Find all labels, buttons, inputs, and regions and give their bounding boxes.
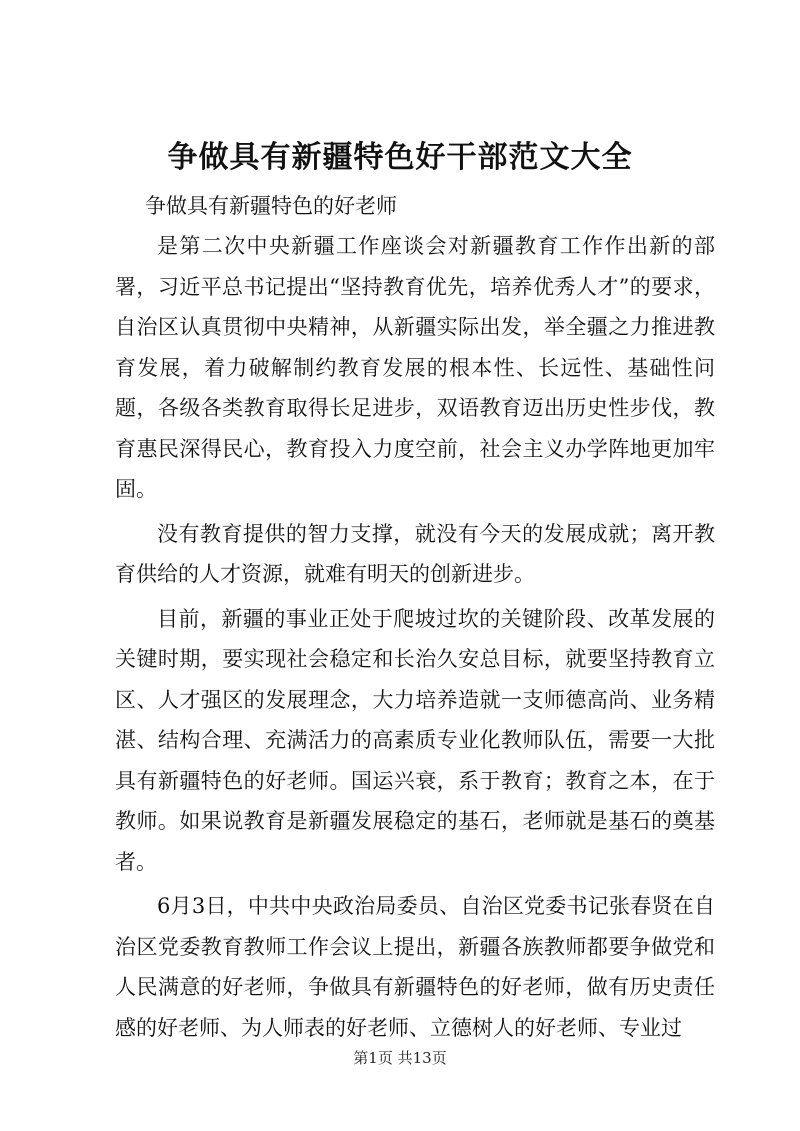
paragraph: 没有教育提供的智力支撑，就没有今天的发展成就；离开教育供给的人才资源，就难有明天的创新进步。 — [115, 521, 715, 586]
document-title: 争做具有新疆特色好干部范文大全 — [167, 140, 633, 175]
document-body — [115, 226, 715, 1052]
paragraph: 是第二次中央新疆工作座谈会对新疆教育工作作出新的部署，习近平总书记提出“坚持教育优先，培养优秀人才”的要求，自治区认真贯彻中央精神，从新疆实际出发，举全疆之力推进教育发展，着力破解制约教育发展的根本性、长远性、基础性问题，各级各类教育取得长足进步，双语教育迈出历史性步伐，教育惠民深得民心，教育投入力度空前，社会主义办学阵地更加牢固。 — [115, 234, 715, 501]
paragraph: 目前，新疆的事业正处于爬坡过坎的关键阶段、改革发展的关键时期，要实现社会稳定和长治久安总目标，就要坚持教育立区、人才强区的发展理念，大力培养造就一支师德高尚、业务精湛、结构合理、充满活力的高素质专业化教师队伍，需要一大批具有新疆特色的好老师。国运兴衰，系于教育；教育之本，在于教师。如果说教育是新疆发展稳定的基石，老师就是基石的奠基者。 — [115, 606, 715, 874]
paragraph: 6月3日，中共中央政治局委员、自治区党委书记张春贤在自治区党委教育教师工作会议上提出，新疆各族教师都要争做党和人民满意的好老师，争做具有新疆特色的好老师，做有历史责任感的好老师、为人师表的好老师、立德树人的好老师、专业过 — [115, 894, 715, 1040]
page-footer: 第1页 共13页 — [353, 1049, 447, 1067]
document-subtitle: 争做具有新疆特色的好老师 — [145, 194, 397, 218]
